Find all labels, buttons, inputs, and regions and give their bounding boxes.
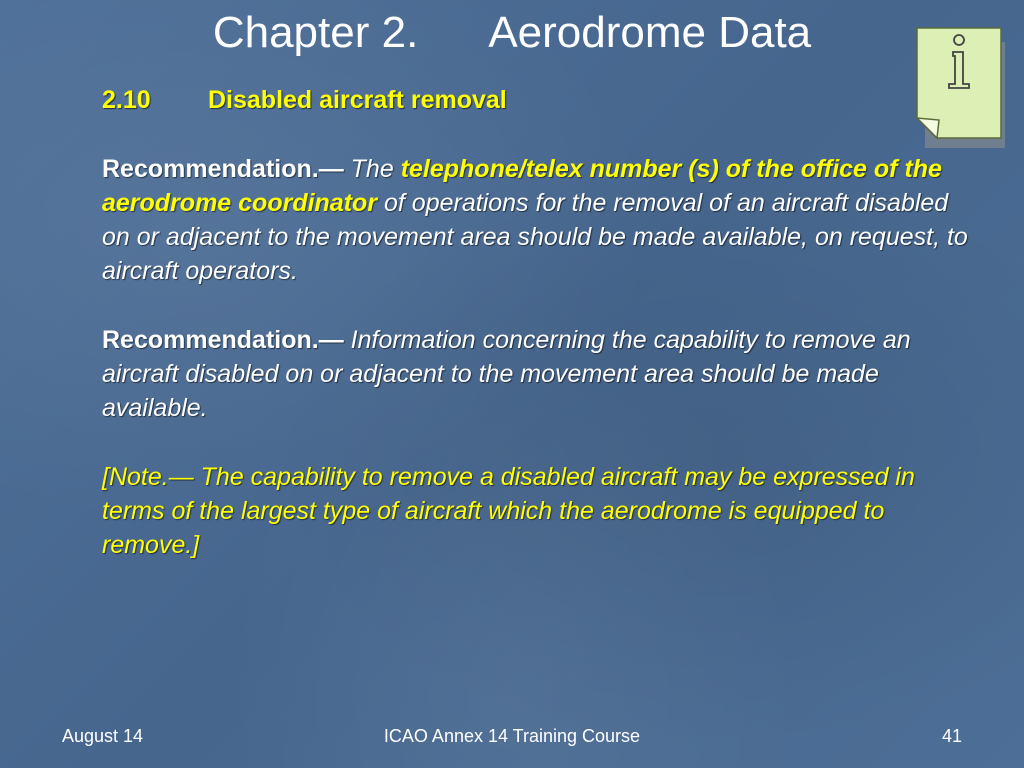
recommendation-paragraph-2 <box>102 323 982 425</box>
recommendation-paragraph-1 <box>102 152 982 288</box>
recommendation-label: Recommendation.— <box>102 155 344 183</box>
title-chapter: Chapter 2. <box>212 8 419 57</box>
paragraph1-text-end: of operations for the removal of an aircraft disabled on or adjacent to the movement area should be made available, on request, to aircraft operators. <box>102 189 968 285</box>
paragraph2-text: Information concerning the capability to remove an aircraft disabled on or adjacent to the movement area should be made available. <box>102 326 911 422</box>
paragraph1-text-start: The <box>343 155 401 183</box>
paragraph1-highlight: telephone/telex number (s) of the office of the aerodrome coordinator <box>102 155 942 217</box>
recommendation-label: Recommendation.— <box>102 326 344 354</box>
section-heading <box>102 86 507 115</box>
section-number: 2.10 <box>102 86 151 114</box>
section-title: Disabled aircraft removal <box>208 86 507 114</box>
info-note-icon <box>915 26 1007 150</box>
footer-page-number: 41 <box>941 726 962 746</box>
footer-course: ICAO Annex 14 Training Course <box>383 726 641 746</box>
footer-date: August 14 <box>62 726 144 746</box>
title-subject: Aerodrome Data <box>488 8 812 57</box>
note-paragraph: [Note.— The capability to remove a disabled aircraft may be expressed in terms of the largest type of aircraft which the aerodrome is equipped to remove.] <box>102 463 915 559</box>
slide-title <box>0 8 1024 58</box>
